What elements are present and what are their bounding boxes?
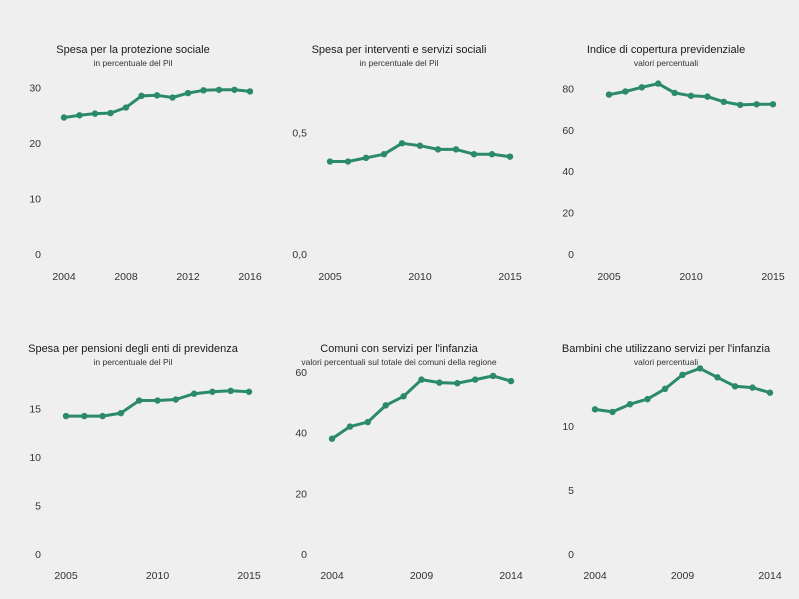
data-point — [200, 87, 206, 93]
x-tick-label: 2004 — [583, 570, 607, 582]
line-chart — [533, 0, 799, 299]
y-tick-label: 5 — [35, 500, 41, 513]
chart-subtitle: valori percentuali — [633, 58, 699, 68]
y-tick-label: 60 — [295, 367, 307, 379]
x-tick-label: 2005 — [597, 271, 621, 283]
data-point — [697, 365, 703, 371]
y-tick-label: 0 — [35, 549, 41, 561]
x-tick-label: 2015 — [498, 271, 522, 283]
chart-subtitle: in percentuale del Pil — [359, 58, 439, 68]
y-tick-label: 10 — [562, 421, 574, 433]
data-point — [671, 90, 677, 96]
x-tick-label: 2008 — [114, 271, 138, 283]
y-tick-label: 0 — [301, 549, 307, 561]
data-point — [592, 406, 598, 412]
x-tick-label: 2010 — [679, 271, 703, 283]
data-point — [490, 373, 496, 379]
line-chart — [0, 299, 266, 598]
data-point — [246, 389, 252, 395]
data-point — [107, 110, 113, 116]
chart-subtitle: valori percentuali — [633, 357, 699, 367]
x-tick-label: 2015 — [761, 271, 785, 283]
chart-subtitle: in percentuale del Pil — [93, 357, 173, 367]
data-point — [363, 155, 369, 161]
data-point — [417, 143, 423, 149]
data-point — [92, 110, 98, 116]
y-tick-label: 30 — [29, 82, 41, 95]
data-point — [81, 413, 87, 419]
line-chart — [0, 0, 266, 299]
data-point — [471, 151, 477, 157]
data-point — [154, 92, 160, 98]
y-tick-label: 40 — [562, 166, 574, 179]
data-point — [381, 151, 387, 157]
data-point — [606, 91, 612, 97]
data-point — [173, 396, 179, 402]
y-tick-label: 0,5 — [292, 127, 307, 140]
data-point — [169, 94, 175, 100]
data-point — [400, 393, 406, 399]
data-point — [329, 436, 335, 442]
y-tick-label: 80 — [562, 83, 574, 96]
x-tick-label: 2005 — [54, 570, 78, 582]
chart-title: Spesa per interventi e servizi sociali — [311, 44, 487, 56]
data-point — [185, 90, 191, 96]
data-point — [365, 419, 371, 425]
data-point — [216, 87, 222, 93]
data-point — [154, 397, 160, 403]
data-point — [655, 80, 661, 86]
data-point — [399, 140, 405, 146]
data-point — [327, 158, 333, 164]
y-tick-label: 20 — [562, 207, 574, 220]
x-tick-label: 2015 — [237, 570, 261, 582]
data-point — [749, 384, 755, 390]
data-point — [453, 146, 459, 152]
data-point — [63, 413, 69, 419]
data-point — [136, 397, 142, 403]
y-tick-label: 0,0 — [292, 249, 307, 261]
data-point — [435, 146, 441, 152]
data-point — [489, 151, 495, 157]
data-point — [639, 84, 645, 90]
x-tick-label: 2016 — [238, 271, 262, 283]
data-point — [76, 112, 82, 118]
series-line — [332, 376, 511, 439]
data-point — [622, 88, 628, 94]
data-point — [383, 402, 389, 408]
chart-subtitle: valori percentuali sul totale dei comuni della regione — [301, 357, 497, 367]
y-tick-label: 60 — [562, 124, 574, 137]
line-chart — [533, 299, 799, 598]
chart-panel-6 — [533, 299, 799, 598]
chart-subtitle: in percentuale del Pil — [93, 58, 173, 68]
x-tick-label: 2010 — [145, 570, 170, 582]
data-point — [347, 423, 353, 429]
data-point — [508, 378, 514, 384]
data-point — [61, 114, 67, 120]
data-point — [99, 413, 105, 419]
data-point — [454, 380, 460, 386]
data-point — [609, 409, 615, 415]
y-tick-label: 10 — [29, 451, 41, 464]
y-tick-label: 5 — [568, 485, 574, 497]
data-point — [247, 88, 253, 94]
data-point — [123, 104, 129, 110]
data-point — [345, 158, 351, 164]
y-tick-label: 40 — [295, 427, 307, 440]
x-tick-label: 2014 — [499, 570, 523, 582]
data-point — [714, 374, 720, 380]
x-tick-label: 2009 — [670, 570, 695, 582]
data-point — [507, 153, 513, 159]
data-point — [418, 376, 424, 382]
x-tick-label: 2012 — [176, 271, 200, 283]
data-point — [753, 101, 759, 107]
data-point — [721, 99, 727, 105]
line-chart — [266, 299, 532, 598]
y-tick-label: 15 — [29, 403, 41, 416]
x-tick-label: 2009 — [409, 570, 434, 582]
y-tick-label: 20 — [29, 138, 41, 151]
y-tick-label: 0 — [35, 249, 41, 261]
chart-title: Indice di copertura previdenziale — [586, 44, 746, 56]
data-point — [118, 410, 124, 416]
data-point — [662, 386, 668, 392]
chart-panel-1 — [0, 0, 266, 299]
chart-title: Bambini che utilizzano servizi per l'infanzia — [561, 343, 771, 355]
chart-title: Spesa per la protezione sociale — [56, 44, 210, 56]
data-point — [191, 391, 197, 397]
data-point — [138, 93, 144, 99]
data-point — [679, 372, 685, 378]
line-chart — [266, 0, 532, 299]
data-point — [209, 389, 215, 395]
data-point — [770, 101, 776, 107]
data-point — [627, 401, 633, 407]
x-tick-label: 2014 — [758, 570, 782, 582]
chart-panel-5 — [266, 299, 532, 598]
data-point — [732, 383, 738, 389]
y-tick-label: 0 — [568, 549, 574, 561]
data-point — [737, 102, 743, 108]
y-tick-label: 0 — [568, 249, 574, 261]
chart-title: Spesa per pensioni degli enti di previdenza — [28, 343, 238, 355]
chart-panel-4 — [0, 299, 266, 598]
chart-panel-3 — [533, 0, 799, 299]
y-tick-label: 10 — [29, 193, 41, 206]
y-tick-label: 20 — [295, 488, 307, 501]
x-tick-label: 2004 — [320, 570, 344, 582]
data-point — [231, 87, 237, 93]
data-point — [228, 388, 234, 394]
data-point — [704, 93, 710, 99]
data-point — [767, 390, 773, 396]
data-point — [472, 376, 478, 382]
data-point — [436, 379, 442, 385]
chart-panel-2 — [266, 0, 532, 299]
chart-title: Comuni con servizi per l'infanzia — [320, 343, 478, 355]
x-tick-label: 2004 — [52, 271, 76, 283]
data-point — [688, 93, 694, 99]
data-point — [644, 396, 650, 402]
x-tick-label: 2005 — [318, 271, 342, 283]
x-tick-label: 2010 — [408, 271, 432, 283]
